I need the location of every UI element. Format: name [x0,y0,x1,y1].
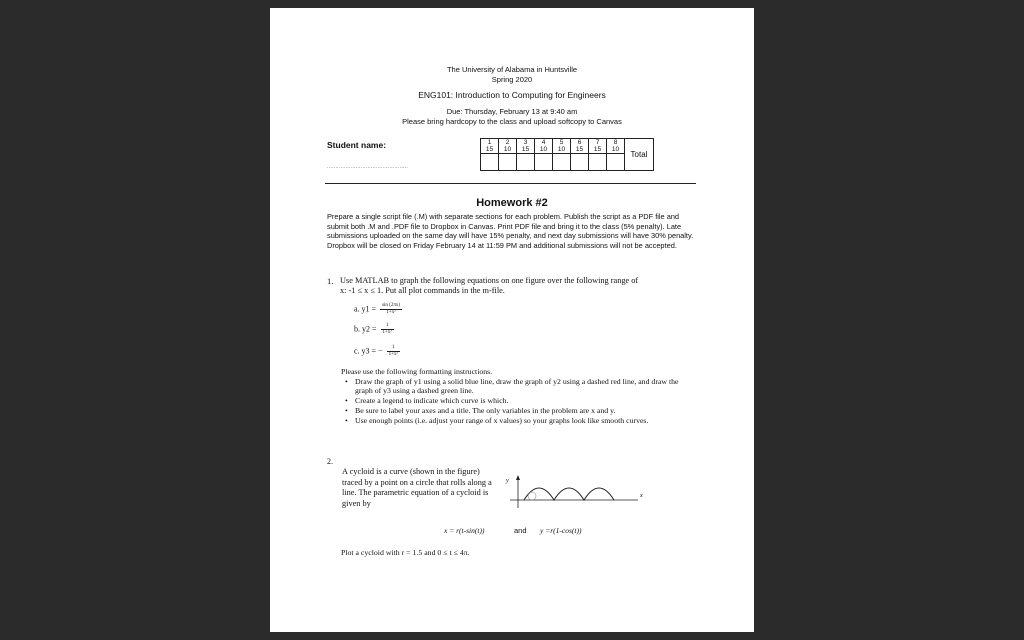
equation-a-denominator: 1+x² [386,310,396,315]
score-cell [481,139,499,154]
problem-number: 1 [487,139,492,146]
problem-number: 3 [523,139,528,146]
cycloid-y-equation: y =r(1-cos(t)) [540,526,582,535]
cycloid-rolling-circle [528,492,536,500]
score-cell [535,139,553,154]
problem-points: 15 [593,146,602,153]
problem-points: 15 [485,146,494,153]
cycloid-y-label: y [506,478,509,484]
due-date: Due: Thursday, February 13 at 9:40 am [446,107,578,116]
score-blank-cell [571,154,589,171]
equation-b-numerator: 1 [381,323,394,330]
score-cell [499,139,517,154]
problem-number: 8 [613,139,618,146]
problem1-text [340,276,700,296]
equation-c-denominator: 1+x² [388,352,398,357]
score-blank-cell [481,154,499,171]
equation-b-fraction [381,323,394,336]
total-label: Total [625,139,654,171]
equation-b [354,323,394,336]
problem1-text-line2: x: -1 ≤ x ≤ 1. Put all plot commands in the m-file. [340,286,505,295]
cycloid-y-arrow [516,475,520,480]
equation-a-numerator: sin (2πx) [382,303,401,308]
equation-a-fraction [380,303,402,316]
problem2-number: 2. [327,457,333,466]
equation-c-label: c. y3 = − [354,346,383,356]
problem-points: 15 [521,146,530,153]
equation-a-label: a. y1 = [354,304,377,314]
cycloid-figure [502,470,652,520]
problem1-text-line1: Use MATLAB to graph the following equations on one figure over the following range of [340,276,639,285]
score-blank-cell [535,154,553,171]
score-cell [571,139,589,154]
problem-number: 7 [595,139,600,146]
score-cell [589,139,607,154]
problem1-number: 1. [327,276,334,286]
score-cell [553,139,571,154]
divider [325,183,696,184]
problem-points: 10 [557,146,566,153]
problem-number: 4 [541,139,546,146]
term: Spring 2020 [491,75,533,84]
bullet-item: • Draw the graph of y1 using a solid blue line, draw the graph of y2 using a dashed red line, and draw the graph of y3 using a dashed green line. [355,377,693,396]
equation-b-label: b. y2 = [354,324,377,334]
equation-b-denominator: 1+x² [382,330,392,335]
problem-points: 10 [503,146,512,153]
score-table-row-header [481,139,654,154]
document-page [270,8,754,632]
problem-number: 2 [505,139,510,146]
submission-instructions: Please bring hardcopy to the class and upload softcopy to Canvas [402,117,622,126]
score-blank-cell [517,154,535,171]
score-blank-cell [589,154,607,171]
score-blank-cell [499,154,517,171]
student-name-label: Student name: [327,140,387,150]
formatting-bullets [345,377,693,426]
problem-number: 5 [559,139,564,146]
score-cell [607,139,625,154]
student-name-blank: ................................................ [327,164,409,170]
university-name: The University of Alabama in Huntsville [446,65,578,74]
score-cell [517,139,535,154]
problem-number: 6 [577,139,582,146]
equation-c [354,345,400,358]
homework-title: Homework #2 [476,197,548,209]
bullet-item: • Create a legend to indicate which curve is which. [355,396,693,405]
cycloid-curve [524,488,614,500]
problem2-text: A cycloid is a curve (shown in the figure) traced by a point on a circle that rolls along a line. The parametric equation of a cycloid is given by [342,467,492,508]
problem-points: 15 [575,146,584,153]
bullet-item: • Be sure to label your axes and a title. The only variables in the problem are x and y. [355,406,693,415]
bullet-item: • Use enough points (i.e. adjust your range of x values) so your graphs look like smooth curves. [355,416,693,425]
problem-points: 10 [539,146,548,153]
problem-points: 10 [611,146,620,153]
equation-c-numerator: 1 [387,345,400,352]
score-table [480,138,654,171]
equation-and: and [514,526,527,535]
course-title: ENG101: Introduction to Computing for Engineers [418,90,606,100]
formatting-intro: Please use the following formatting instructions. [341,367,493,376]
cycloid-x-label: x [640,493,643,499]
score-blank-cell [607,154,625,171]
homework-intro: Prepare a single script file (.M) with separate sections for each problem. Publish the script as a PDF file and submit both .M and .PDF file to Dropbox in Canvas. Print PDF file and bring it to the class (5% penalty). Late submissions uploaded on the same day will have 15% penalty, and next day submissions will have 30% penalty. Dropbox will be closed on Friday February 14 at 11:59 PM and additional submissions will not be accepted. [327,212,694,250]
equation-a [354,303,402,316]
equation-c-fraction [387,345,400,358]
cycloid-x-equation: x = r(t-sin(t)) [444,526,485,535]
score-blank-cell [553,154,571,171]
cycloid-plot-instruction: Plot a cycloid with r = 1.5 and 0 ≤ t ≤ 4π. [341,548,470,557]
